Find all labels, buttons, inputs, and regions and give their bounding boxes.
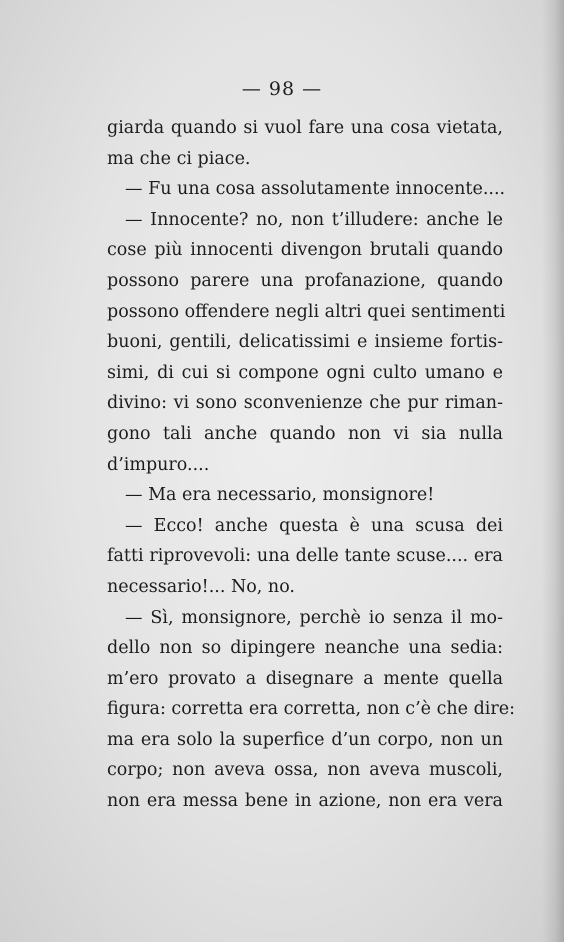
text-line: m’ero provato a disegnare a mente quella [107,668,503,689]
text-line: divino: vi sono sconvenienze che pur riman- [107,393,503,414]
text-line: possono offendere negli altri quei sentimenti [107,301,506,322]
text-line: — Sì, monsignore, perchè io senza il mo- [125,607,503,628]
text-line: — Fu una cosa assolutamente innocente.... [125,179,506,200]
text-line: gono tali anche quando non vi sia nulla [107,423,503,444]
text-line: ma che ci piace. [107,148,251,169]
text-line: non era messa bene in azione, non era vera [107,791,503,812]
text-line: cose più innocenti divengon brutali quando [107,240,503,261]
text-line: — Ma era necessario, monsignore! [125,485,435,506]
text-line: corpo; non aveva ossa, non aveva muscoli, [107,760,503,781]
text-line: — Ecco! anche questa è una scusa dei [125,515,503,536]
text-line: ma era solo la superfice d’un corpo, non un [107,729,503,750]
text-line: dello non so dipingere neanche una sedia: [107,638,503,659]
page-edge-shadow [542,0,564,942]
text-line: d’impuro.... [107,454,210,475]
page-number: — 98 — [241,78,323,100]
text-line: figura: corretta era corretta, non c’è che dire: [107,699,515,720]
text-line: possono parere una profanazione, quando [107,270,503,291]
text-line: fatti riprovevoli: una delle tante scuse.... era [107,546,503,567]
text-line: — Innocente? no, non t’illudere: anche le [125,209,503,230]
text-line: simi, di cui si compone ogni culto umano e [107,362,503,383]
text-line: necessario!... No, no. [107,576,295,597]
body-text [107,113,515,817]
text-line: buoni, gentili, delicatissimi e insieme fortis- [107,332,503,353]
text-line: giarda quando si vuol fare una cosa vietata, [107,118,503,138]
